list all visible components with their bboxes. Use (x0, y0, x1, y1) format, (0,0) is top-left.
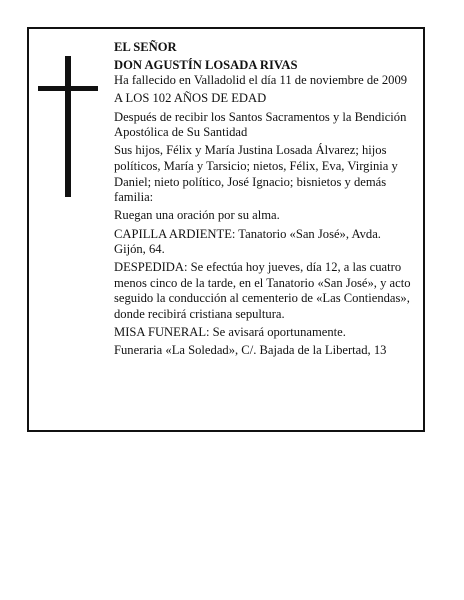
death-statement: Ha fallecido en Valladolid el día 11 de noviembre de 2009 (114, 73, 408, 88)
funeral-mass-info: MISA FUNERAL: Se avisará oportunamente. (114, 325, 346, 340)
family-statement: Sus hijos, Félix y María Justina Losada Álvarez; hijos políticos, María y Tarsicio; nietos, Félix, Eva, Virginia y Daniel; nieto político, José Ignacio; bisnietos y demás familia: (114, 143, 398, 205)
cross-horizontal-bar (38, 86, 98, 91)
notice-text (114, 40, 414, 362)
notice-title: EL SEÑOR (114, 40, 177, 54)
deceased-name: DON AGUSTÍN LOSADA RIVAS (114, 57, 298, 72)
prayer-request: Ruegan una oración por su alma. (114, 208, 280, 223)
funeral-home-info: Funeraria «La Soledad», C/. Bajada de la Libertad, 13 (114, 343, 387, 358)
age-statement: A LOS 102 AÑOS DE EDAD (114, 91, 267, 106)
chapel-info: CAPILLA ARDIENTE: Tanatorio «San José», Avda. Gijón, 64. (114, 226, 381, 257)
farewell-info: DESPEDIDA: Se efectúa hoy jueves, día 12, a las cuatro menos cinco de la tarde, en el Tanatorio «San José», y acto seguido la conducción al cementerio de «Las Contiendas», donde recibirá cristiana sepultura. (114, 260, 411, 322)
sacraments-statement: Después de recibir los Santos Sacramentos y la Bendición Apostólica de Su Santidad (114, 109, 407, 140)
cross-icon (38, 56, 98, 197)
cross-vertical-bar (65, 56, 71, 197)
